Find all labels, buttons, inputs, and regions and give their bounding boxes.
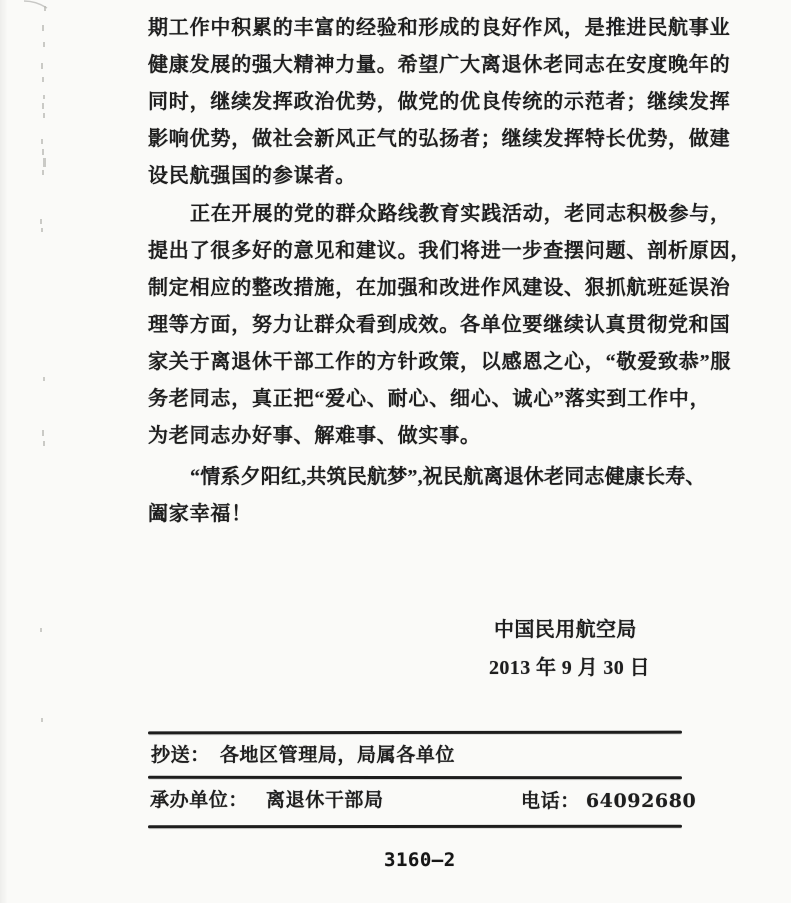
cc-value: 各地区管理局，局属各单位 — [219, 745, 456, 766]
body-line: “情系夕阳红,共筑民航梦”,祝民航离退休老同志健康长寿、 — [190, 466, 706, 488]
body-line: 制定相应的整改措施，在加强和改进作风建设、狠抓航班延误治 — [148, 277, 731, 299]
body-line: 健康发展的强大精神力量。希望广大离退休老同志在安度晚年的 — [148, 54, 731, 76]
divider-line-bottom — [148, 825, 682, 828]
divider-line-top — [148, 731, 682, 735]
cc-row — [151, 742, 455, 770]
body-line: 理等方面，努力让群众看到成效。各单位要继续认真贯彻党和国 — [148, 314, 731, 336]
cc-label: 抄送： — [151, 745, 210, 766]
body-line: 阖家幸福！ — [148, 503, 252, 525]
phone-row — [521, 787, 696, 815]
body-line: 提出了很多好的意见和建议。我们将进一步查摆问题、剖析原因， — [148, 240, 752, 262]
body-line: 期工作中积累的丰富的经验和形成的良好作风，是推进民航事业 — [148, 17, 731, 39]
body-line: 正在开展的党的群众路线教育实践活动，老同志积极参与， — [190, 203, 731, 225]
divider-line-middle — [148, 776, 682, 780]
phone-label: 电话： — [521, 791, 580, 812]
body-line: 设民航强国的参谋者。 — [148, 165, 356, 187]
phone-number: 64092680 — [585, 790, 697, 812]
signature-date: 2013 年 9 月 30 日 — [489, 657, 650, 679]
body-line: 家关于离退休干部工作的方针政策，以感恩之心，“敬爱致恭”服 — [148, 351, 732, 373]
body-line: 务老同志，真正把“爱心、耐心、细心、诚心”落实到工作中， — [148, 388, 711, 410]
organizer-value: 离退休干部局 — [266, 790, 384, 811]
organizer-row — [150, 787, 384, 815]
body-line: 同时，继续发挥政治优势，做党的优良传统的示范者；继续发挥 — [148, 91, 731, 113]
form-number: 3160—2 — [384, 849, 456, 871]
organizer-label: 承办单位： — [150, 790, 249, 811]
body-line: 影响优势，做社会新风正气的弘扬者；继续发挥特长优势，做建 — [148, 128, 731, 150]
signature-organization: 中国民用航空局 — [494, 619, 637, 641]
body-line: 为老同志办好事、解难事、做实事。 — [148, 425, 481, 447]
